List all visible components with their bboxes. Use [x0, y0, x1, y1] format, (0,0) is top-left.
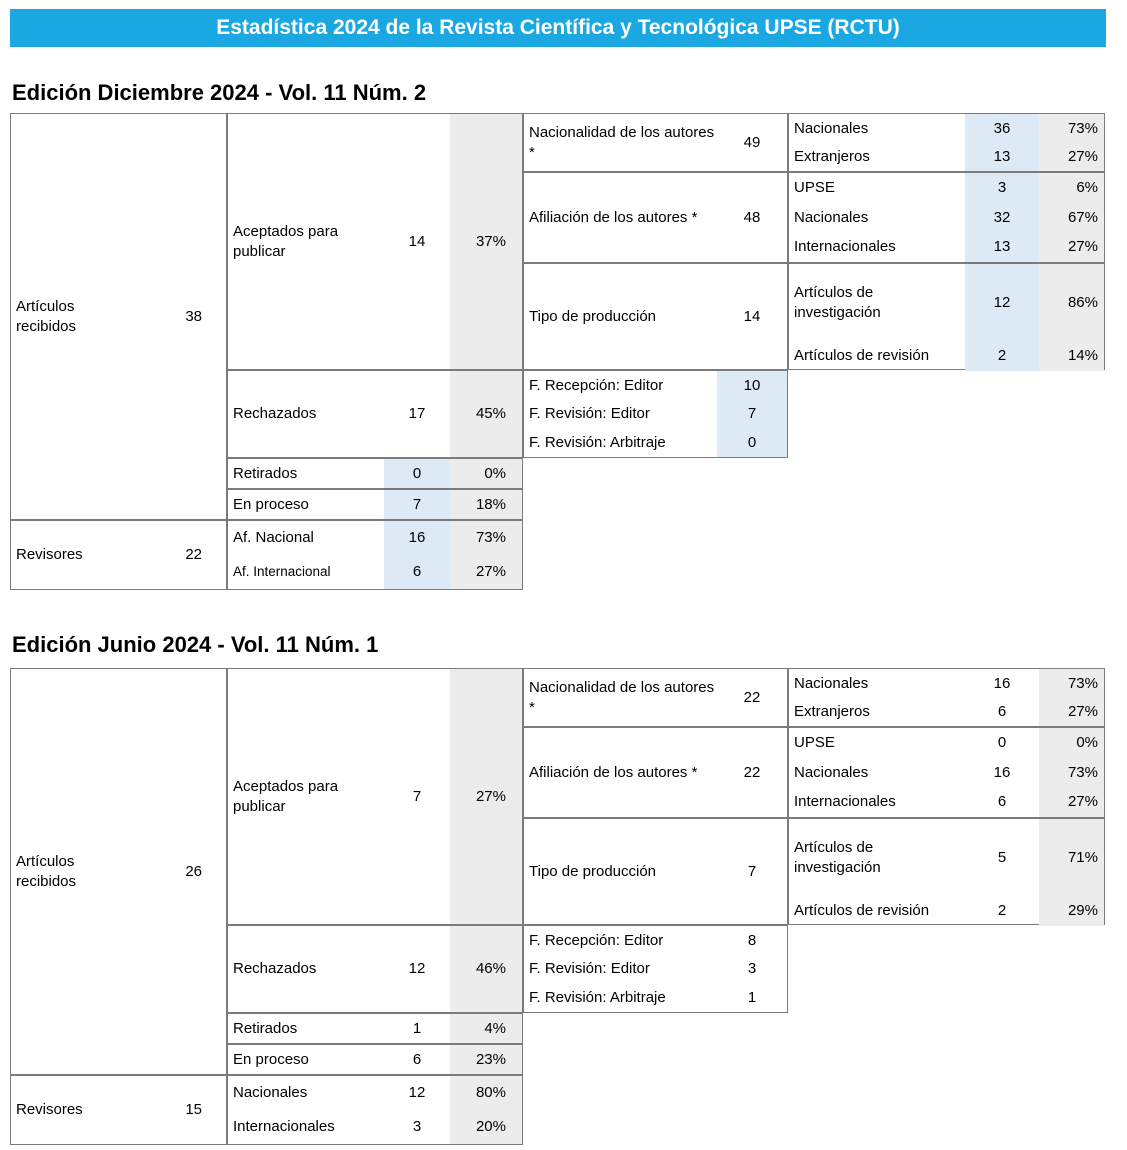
articulos-recibidos-label: Artículos recibidos: [16, 298, 77, 335]
detalle-value: 3: [965, 173, 1039, 203]
detalle-value: 13: [965, 143, 1039, 172]
fase-label: F. Revisión: Arbitraje: [529, 988, 666, 1006]
detalle-label: Artículos de revisión: [794, 347, 930, 365]
row-rechazados: [228, 926, 522, 1012]
aceptados-value: 14: [408, 232, 426, 250]
cell-rechazados: [227, 370, 523, 458]
row-en-proceso: [228, 1045, 522, 1074]
cell-afiliacion-detalle: [788, 172, 1105, 263]
row-afiliacion-detalle: [789, 203, 1104, 233]
row-revisores-detalle: [228, 521, 522, 555]
aceptados-pct: 37%: [450, 114, 522, 369]
row-nacionalidad-detalle: [789, 114, 1104, 143]
cell-retirados: [227, 1013, 523, 1044]
row-tipo-produccion: [524, 264, 787, 369]
detalle-value: 2: [997, 902, 1007, 920]
detalle-pct: 73%: [1039, 758, 1104, 788]
cell-revisores-detalle: [227, 1075, 523, 1145]
revisores-detalle-label: Af. Nacional: [233, 529, 314, 547]
revisores-value: 15: [185, 1101, 202, 1119]
cell-tipo-detalle: [788, 818, 1105, 925]
row-nacionalidad-detalle: [789, 669, 1104, 698]
cell-revisores: [10, 1075, 227, 1145]
row-afiliacion-detalle: [789, 787, 1104, 817]
detalle-pct: 27%: [1039, 787, 1104, 817]
cell-revisores: [10, 520, 227, 590]
aceptados-value: 7: [412, 787, 422, 805]
fase-value: 1: [747, 988, 757, 1006]
revisores-detalle-pct: 80%: [450, 1076, 522, 1110]
row-nacionalidad-detalle: [789, 143, 1104, 172]
row-tipo-detalle: [789, 896, 1104, 926]
retirados-pct: 0%: [450, 459, 522, 488]
detalle-pct: 29%: [1039, 896, 1104, 926]
detalle-pct: 67%: [1039, 203, 1104, 233]
retirados-value: 0: [384, 459, 450, 488]
detalle-pct: 14%: [1039, 341, 1104, 371]
cell-articulos-recibidos: [10, 113, 227, 520]
rechazados-pct: 46%: [450, 926, 522, 1012]
row-revisores-detalle: [228, 1110, 522, 1144]
en-proceso-pct: 23%: [450, 1045, 522, 1074]
revisores-detalle-value: 6: [384, 555, 450, 589]
detalle-label: Nacionales: [794, 119, 869, 137]
nacionalidad-value: 22: [743, 688, 761, 706]
detalle-value: 5: [997, 848, 1007, 866]
edition-table-december: [10, 113, 1105, 590]
articulos-recibidos-label: Artículos recibidos: [16, 853, 77, 890]
detalle-label: Artículos de investigación: [794, 284, 881, 321]
afiliacion-value: 22: [743, 763, 761, 781]
revisores-label: Revisores: [16, 546, 83, 564]
rechazados-label: Rechazados: [233, 960, 317, 978]
row-rechazados: [228, 371, 522, 457]
cell-en-proceso: [227, 1044, 523, 1075]
revisores-value: 22: [185, 546, 202, 564]
cell-afiliacion-detalle: [788, 727, 1105, 818]
row-fase-rechazo: [524, 428, 787, 457]
detalle-label: Nacionales: [794, 763, 869, 781]
cell-en-proceso: [227, 489, 523, 520]
report-title: Estadística 2024 de la Revista Científica y Tecnológica UPSE (RCTU): [216, 16, 900, 39]
row-nacionalidad: [524, 114, 787, 171]
row-en-proceso: [228, 490, 522, 519]
detalle-label: Nacionales: [794, 208, 869, 226]
en-proceso-value: 7: [384, 490, 450, 519]
afiliacion-label: Afiliación de los autores *: [529, 763, 698, 781]
row-afiliacion-detalle: [789, 232, 1104, 262]
detalle-label: Nacionales: [794, 674, 869, 692]
row-tipo-detalle: [789, 819, 1104, 896]
row-tipo-detalle: [789, 264, 1104, 341]
fase-label: F. Recepción: Editor: [529, 931, 664, 949]
detalle-pct: 6%: [1039, 173, 1104, 203]
cell-fases-rechazo: [523, 370, 788, 458]
edition-title-june: Edición Junio 2024 - Vol. 11 Núm. 1: [12, 632, 379, 657]
detalle-value: 16: [993, 763, 1011, 781]
detalle-value: 0: [997, 734, 1007, 752]
cell-nacionalidad-detalle: [788, 668, 1105, 727]
row-tipo-produccion: [524, 819, 787, 924]
detalle-label: Internacionales: [794, 238, 896, 256]
revisores-detalle-label: Internacionales: [233, 1118, 335, 1136]
detalle-label: UPSE: [794, 734, 835, 752]
detalle-value: 13: [965, 232, 1039, 262]
retirados-pct: 4%: [450, 1014, 522, 1043]
revisores-detalle-pct: 27%: [450, 555, 522, 589]
afiliacion-value: 48: [743, 208, 761, 226]
cell-nacionalidad-autores: [523, 668, 788, 727]
fase-value: 8: [747, 931, 757, 949]
cell-aceptados: [227, 668, 523, 925]
tipo-produccion-label: Tipo de producción: [529, 307, 657, 325]
row-aceptados: [228, 669, 522, 924]
en-proceso-pct: 18%: [450, 490, 522, 519]
detalle-value: 36: [965, 114, 1039, 143]
detalle-label: Internacionales: [794, 793, 896, 811]
revisores-detalle-pct: 20%: [450, 1110, 522, 1144]
fase-label: F. Revisión: Editor: [529, 960, 650, 978]
detalle-value: 2: [965, 341, 1039, 371]
detalle-pct: 27%: [1039, 232, 1104, 262]
fase-value: 7: [717, 400, 787, 429]
row-afiliacion: [524, 728, 787, 817]
cell-aceptados: [227, 113, 523, 370]
cell-afiliacion-autores: [523, 172, 788, 263]
cell-articulos-recibidos: [10, 668, 227, 1075]
nacionalidad-label: Nacionalidad de los autores *: [529, 679, 715, 716]
cell-tipo-produccion: [523, 818, 788, 925]
detalle-pct: 73%: [1039, 669, 1104, 698]
aceptados-pct: 27%: [450, 669, 522, 924]
revisores-detalle-label: Nacionales: [233, 1084, 308, 1102]
detalle-pct: 86%: [1039, 264, 1104, 341]
fase-label: F. Revisión: Editor: [529, 405, 650, 423]
detalle-label: UPSE: [794, 179, 835, 197]
row-fase-rechazo: [524, 400, 787, 429]
detalle-value: 6: [997, 793, 1007, 811]
nacionalidad-value: 49: [743, 133, 761, 151]
retirados-value: 1: [412, 1019, 422, 1037]
detalle-pct: 27%: [1039, 698, 1104, 727]
en-proceso-label: En proceso: [233, 495, 309, 513]
en-proceso-value: 6: [412, 1050, 422, 1068]
en-proceso-label: En proceso: [233, 1050, 309, 1068]
cell-nacionalidad-autores: [523, 113, 788, 172]
detalle-value: 32: [965, 203, 1039, 233]
aceptados-label: Aceptados para publicar: [233, 778, 339, 815]
detalle-label: Extranjeros: [794, 148, 870, 165]
cell-fases-rechazo: [523, 925, 788, 1013]
row-tipo-detalle: [789, 341, 1104, 371]
row-afiliacion-detalle: [789, 173, 1104, 203]
cell-tipo-detalle: [788, 263, 1105, 370]
aceptados-label: Aceptados para publicar: [233, 223, 339, 260]
report-title-banner: [10, 9, 1106, 47]
tipo-produccion-value: 7: [747, 862, 757, 880]
row-revisores-detalle: [228, 1076, 522, 1110]
revisores-detalle-label: Af. Internacional: [233, 564, 331, 580]
row-retirados: [228, 459, 522, 488]
row-aceptados: [228, 114, 522, 369]
detalle-label: Artículos de revisión: [794, 902, 930, 920]
fase-value: 3: [747, 960, 757, 978]
tipo-produccion-label: Tipo de producción: [529, 862, 657, 880]
retirados-label: Retirados: [233, 464, 298, 482]
articulos-recibidos-value: 38: [185, 307, 202, 325]
afiliacion-label: Afiliación de los autores *: [529, 208, 698, 226]
row-fase-rechazo: [524, 926, 787, 955]
detalle-pct: 27%: [1039, 143, 1104, 172]
articulos-recibidos-value: 26: [185, 862, 202, 880]
row-nacionalidad-detalle: [789, 698, 1104, 727]
detalle-label: Artículos de investigación: [794, 839, 881, 876]
detalle-pct: 71%: [1039, 819, 1104, 896]
detalle-pct: 73%: [1039, 114, 1104, 143]
cell-nacionalidad-detalle: [788, 113, 1105, 172]
cell-revisores-detalle: [227, 520, 523, 590]
tipo-produccion-value: 14: [743, 307, 761, 325]
cell-afiliacion-autores: [523, 727, 788, 818]
row-nacionalidad: [524, 669, 787, 726]
detalle-value: 6: [997, 703, 1007, 720]
cell-rechazados: [227, 925, 523, 1013]
revisores-detalle-pct: 73%: [450, 521, 522, 555]
detalle-label: Extranjeros: [794, 703, 870, 720]
cell-retirados: [227, 458, 523, 489]
detalle-value: 12: [965, 264, 1039, 341]
retirados-label: Retirados: [233, 1019, 298, 1037]
edition-table-june: [10, 668, 1105, 1145]
row-retirados: [228, 1014, 522, 1043]
rechazados-label: Rechazados: [233, 405, 317, 423]
rechazados-value: 17: [408, 405, 426, 423]
row-fase-rechazo: [524, 371, 787, 400]
nacionalidad-label: Nacionalidad de los autores *: [529, 124, 715, 161]
revisores-detalle-value: 3: [412, 1118, 422, 1136]
row-afiliacion-detalle: [789, 728, 1104, 758]
row-afiliacion-detalle: [789, 758, 1104, 788]
detalle-pct: 0%: [1039, 728, 1104, 758]
detalle-value: 16: [993, 674, 1011, 692]
fase-label: F. Recepción: Editor: [529, 376, 664, 394]
revisores-detalle-value: 16: [384, 521, 450, 555]
fase-value: 10: [717, 371, 787, 400]
row-fase-rechazo: [524, 983, 787, 1012]
fase-label: F. Revisión: Arbitraje: [529, 433, 666, 451]
rechazados-value: 12: [408, 960, 426, 978]
row-revisores-detalle: [228, 555, 522, 589]
revisores-label: Revisores: [16, 1101, 83, 1119]
fase-value: 0: [717, 428, 787, 457]
rechazados-pct: 45%: [450, 371, 522, 457]
cell-tipo-produccion: [523, 263, 788, 370]
revisores-detalle-value: 12: [408, 1084, 426, 1102]
row-afiliacion: [524, 173, 787, 262]
edition-title-december: Edición Diciembre 2024 - Vol. 11 Núm. 2: [12, 80, 427, 105]
row-fase-rechazo: [524, 955, 787, 984]
